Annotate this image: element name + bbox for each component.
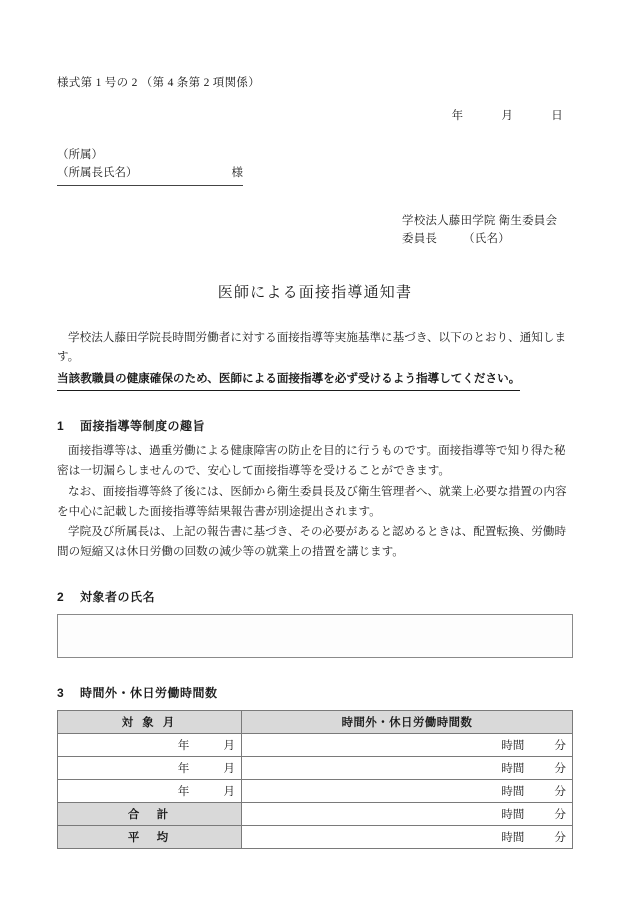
- month-input-cell[interactable]: [58, 757, 242, 780]
- row-month-label: 月: [223, 785, 235, 799]
- table-total-row: [58, 803, 573, 826]
- header-overtime-hours: 時間外・休日労働時間数: [242, 711, 573, 734]
- section-title-3: 時間外・休日労働時間数: [80, 686, 218, 701]
- row-month-label: 月: [223, 739, 235, 753]
- sender-organization: 学校法人藤田学院 衛生委員会: [402, 214, 558, 227]
- section-title-2: 対象者の氏名: [80, 590, 156, 605]
- table-row: [58, 734, 573, 757]
- section-heading-2: [57, 588, 573, 605]
- hours-input-cell[interactable]: [242, 734, 573, 757]
- section-title-1: 面接指導等制度の趣旨: [80, 419, 206, 434]
- form-number: 様式第 1 号の 2 （第 4 条第 2 項関係）: [57, 77, 260, 89]
- table-average-row: [58, 826, 573, 849]
- section-1-paragraph-3: 学院及び所属長は、上記の報告書に基づき、その必要があると認めるときは、配置転換、労働時間の短縮又は休日労働の回数の減少等の就業上の措置を講じます。: [57, 525, 567, 559]
- document-content: [57, 0, 573, 849]
- intro-block: [57, 328, 573, 392]
- recipient-chief-name: （所属長氏名）: [57, 166, 138, 179]
- date-month-label: 月: [501, 110, 514, 123]
- date-year-label: 年: [451, 110, 464, 123]
- intro-line-1: 学校法人藤田学院長時間労働者に対する面接指導等実施基準に基づき、以下のとおり、通知します。: [57, 330, 567, 364]
- row-year-label: 年: [177, 785, 190, 799]
- section-1-paragraph-2: なお、面接指導等終了後には、医師から衛生委員長及び衛生管理者へ、就業上必要な措置の内容を中心に記載した面接指導等結果報告書が別途提出されます。: [57, 484, 567, 518]
- section-number-3: 3: [57, 686, 65, 701]
- recipient-honorific: 様: [231, 166, 243, 179]
- sender-block: [57, 212, 573, 249]
- row-year-label: 年: [177, 739, 190, 753]
- unit-minute-label: 分: [554, 739, 566, 753]
- date-day-label: 日: [551, 110, 563, 123]
- total-label: 合 計: [58, 803, 242, 826]
- unit-minute-label: 分: [554, 831, 566, 845]
- table-header-row: [58, 711, 573, 734]
- hours-input-cell[interactable]: [242, 780, 573, 803]
- total-hours-cell[interactable]: [242, 803, 573, 826]
- row-year-label: 年: [177, 762, 190, 776]
- table-row: [58, 780, 573, 803]
- unit-hour-label: 時間: [501, 808, 525, 822]
- recipient-chief-line: [57, 165, 243, 186]
- section-heading-3: [57, 684, 573, 701]
- section-1-paragraph-1: 面接指導等は、過重労働による健康障害の防止を目的に行うものです。面接指導等で知り得た秘密は一切漏らしませんので、安心して面接指導等を受けることができます。: [57, 444, 566, 478]
- overtime-hours-table: [57, 710, 573, 849]
- header-target-month: 対 象 月: [58, 711, 242, 734]
- date-line: [57, 107, 573, 123]
- row-month-label: 月: [223, 762, 235, 776]
- recipient-block: [57, 147, 573, 186]
- sender-role-line: [402, 230, 573, 248]
- month-input-cell[interactable]: [58, 734, 242, 757]
- unit-minute-label: 分: [554, 785, 566, 799]
- sender-role: 委員長: [402, 233, 438, 246]
- average-hours-cell[interactable]: [242, 826, 573, 849]
- unit-hour-label: 時間: [501, 739, 525, 753]
- page-title: 医師による面接指導通知書: [217, 284, 413, 301]
- hours-input-cell[interactable]: [242, 757, 573, 780]
- sender-name: （氏名）: [463, 233, 510, 246]
- table-row: [58, 757, 573, 780]
- section-heading-1: [57, 417, 573, 434]
- target-person-name-field[interactable]: [57, 614, 573, 658]
- average-label: 平 均: [58, 826, 242, 849]
- intro-line-2-emphasis: 当該教職員の健康確保のため、医師による面接指導を必ず受けるよう指導してください。: [57, 369, 520, 391]
- month-input-cell[interactable]: [58, 780, 242, 803]
- unit-minute-label: 分: [554, 762, 566, 776]
- unit-hour-label: 時間: [501, 762, 525, 776]
- unit-minute-label: 分: [554, 808, 566, 822]
- unit-hour-label: 時間: [501, 785, 525, 799]
- section-number-2: 2: [57, 590, 65, 605]
- section-1-body: [57, 441, 573, 562]
- unit-hour-label: 時間: [501, 831, 525, 845]
- recipient-affiliation: （所属）: [57, 149, 103, 162]
- section-number-1: 1: [57, 419, 65, 434]
